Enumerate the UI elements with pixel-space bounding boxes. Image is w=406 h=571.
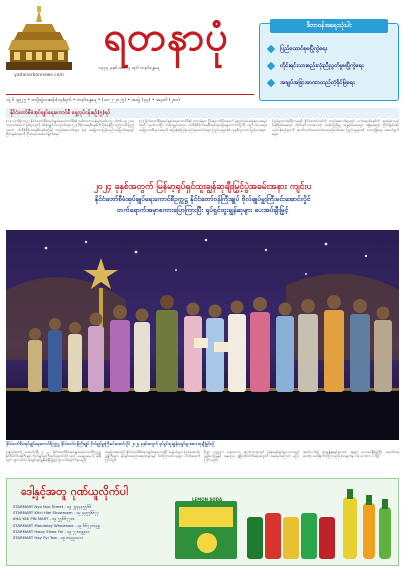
main-headline (6, 180, 399, 226)
headline-subtitle-1: နိုင်ငံတော်စီမံအုပ်ချုပ်ရေးကောင်စီဥက္ကဋ္ဌ နိုင်ငံတော်ဝန်ကြီးချုပ် ဗိုလ်ချုပ်မှူးကြီးမင်းအောင်လှိုင် (94, 195, 311, 203)
national-duties-list (268, 40, 396, 91)
lead-column-1: (၁) လက်ရှိကာလ နိုင်ငံတော်စီမံအုပ်ချုပ်ရေးကောင်စီ၏ အဓိကတာဝန်များဖြစ်သော ကိုဗစ်-၁၉ ကမ္ဘာ့ကပ်ရောဂါ ဖြစ်ပွားမှုကို ထိန်းချုပ်ကာကွယ်ရေး။ (၂) ဒီမိုကရေစီစနစ်ကို စစ်မှန်ပြီး စည်းကမ်းပြည့်ဝသော ပါတီစုံဒီမိုကရေစီစနစ်အဖြစ် တည်ဆောက်ရေး။ (၃) အမျိုးသားပြန်လည်သင့်မြတ်ရေးနှင့် ငြိမ်းချမ်းရေးကို ဦးစားပေးဆောင်ရွက်ရေး။ (6, 119, 134, 137)
national-duties-title: ဒီတာဝန်အရေးသုံးပါး (270, 19, 388, 33)
article-column-1: နေပြည်တော် ဖေဖော်ဝါရီ ၉ — နိုင်ငံတော်စီမံအုပ်ချုပ်ရေးကောင်စီဥက္ကဋ္ဌ နိုင်ငံတော်ဝန်ကြီးချုပ် ဗိုလ်ချုပ်မှူးကြီးမင်းအောင်လှိုင်သည် ယနေ့ညနေ ၆ နာရီတွင် ကျင်းပသော ရုပ်ရှင်ထူးချွန်ဆုချီးမြှင့်ပွဲသို့ တက်ရောက်ခဲ့သည်။ (6, 450, 101, 463)
ad-store-line: STARMART Khin Hlei Showroom - ၀၉ ၄၄၅၅၆၆၇၇ (13, 510, 99, 516)
lead-column-2: (၄) နိုင်ငံတော်စီမံအုပ်ချုပ်ရေးကောင်စီ၏ တာဝန်များ ပြီးမြောက်ပြီးနောက် ဖွဲ့စည်းပုံအခြေခံဥပဒေနှင့်အညီ လွတ်လပ်ပြီး တရားမျှတသော ပါတီစုံဒီမိုကရေစီအထွေထွေရွေးကောက်ပွဲကို ကျင်းပပေးရေး။ အမျိုးသားစီးပွားရေးကို အမြန်ဆုံးပြန်လည်ထူထောင်ရေး။ ပြည်သူများ၏ လူမှုစီးပွားဘဝ မြင့်မားရေး။ (139, 119, 267, 132)
date-strip: သုံ့ ၆ ၃၉၂၅ • တပို့တွဲလဆန်း(၁၃)ရက် • တနင်္ဂနွေနေ့ • (၁၀-၂-၂၀၂၅) • အတွဲ (၃၃) • အမှတ် (၂၈၀) (6, 94, 254, 104)
headline-subtitle-2: တက်ရောက်အမှာစကားပြောကြားပြီး ရုပ်ရှင်ထူးချွန်ဆုများ ပေးအပ်ချီးမြှင့် (116, 206, 289, 214)
article-column-3: ဦးစွာ ဥက္ကဋ္ဌက အမှာစကား ပြောကြားရာတွင် မြန်မာ့ရုပ်ရှင်လောကသည် ယဉ်ကျေးမှုနှင့် အနုပညာ ဖွံ့ဖြိုးတိုးတက်ရေးအတွက် အရေးပါကြောင်း ပြောကြားသည်။ (204, 450, 299, 463)
advertisement[interactable] (6, 478, 399, 566)
ad-store-line: KHA YAE PIN MART - ၀၉ ၅၅၆၆၇၇၈၈ (13, 516, 75, 522)
ad-store-line: STARMART Hway Shwe Yin - ၀၉ ၇၇၈၈၉၉၀၀ (13, 528, 90, 534)
article-column-2: အခမ်းအနားတွင် နိုင်ငံတော်စီမံအုပ်ချုပ်ရေးကောင်စီ အဖွဲ့ဝင်များ၊ ပြည်ထောင်စုဝန်ကြီးများ၊ ရုပ်ရှင်အစည်းအရုံးဝင်များနှင့် ဖိတ်ကြားထားသူများ တက်ရောက်ကြသည်။ (105, 450, 200, 463)
award-ceremony-photo (6, 230, 399, 440)
headline-title[interactable]: ၂၀၂၄ ခုနှစ်အတွက် မြန်မာ့ရုပ်ရှင်ထူးချွန်ဆုချီးမြှင့်ပွဲအခမ်းအနား ကျင်းပ (93, 182, 312, 192)
diamond-bullet-icon (267, 44, 275, 52)
article-column-4: ဆက်လက်၍ ထူးချွန်ဆုရှင်များအား ဆုများ ပေးအပ်ချီးမြှင့်ပြီး အမှတ်တရ ဓာတ်ပုံ အတူရိုက်ကူးကြသည်။ (စာမျက်နှာ ၁၆ ကော်လံ ၁ သို့) (303, 450, 399, 459)
ad-brand-label: LEMON SODA (191, 497, 223, 502)
website-label[interactable]: yadanarbonnews.com (14, 73, 64, 78)
diamond-bullet-icon (267, 78, 275, 86)
masthead (6, 4, 254, 94)
award-ceremony-illustration (6, 230, 399, 440)
list-item: တိုင်းရင်းသားစည်းလုံးညီညွတ်မှုမပြိုကွဲရေး (268, 57, 396, 74)
diamond-bullet-icon (267, 61, 275, 69)
paper-name: ရတနာပုံ (103, 13, 229, 60)
ad-store-list (13, 504, 163, 541)
article-columns (6, 450, 399, 476)
issue-info: ၁၃၃၃ ခုနှစ်၊ လေ၊ ၃ ရက် တနင်္ဂနွေနေ့ (98, 66, 160, 71)
national-duties-box (259, 23, 399, 101)
ad-store-line: STARMART Hay Pyi Taw - ၀၉ ၈၈၉၉၀၀၁၁ (13, 535, 84, 541)
product-cans-illustration (167, 483, 397, 565)
ad-title: ဒေါ့နှင့်အတူ ဂုဏ်ယူလိုက်ပါ (21, 485, 128, 498)
list-item: ပြည်ထောင်စုမပြိုကွဲရေး (268, 40, 396, 57)
ad-store-line: STARMART Mandalay Wholesale - ၀၉ ၆၆၇၇၈၈၉၉ (13, 522, 100, 528)
ad-store-line: STARMART Nyo Nyo Street - ၀၉ ၂၃၃၄၄၅၅၆၆ (13, 504, 92, 509)
lead-heading: နိုင်ငံတော်စီမံအုပ်ချုပ်ရေးကောင်စီ ရှေ့လုပ်ငန်းစဉ်(၅)ရပ် (6, 108, 399, 118)
list-item: အချုပ်အခြာအာဏာတည်တံ့ခိုင်မြဲရေး (268, 74, 396, 91)
photo-caption: နိုင်ငံတော်စီမံအုပ်ချုပ်ရေးကောင်စီဥက္ကဋ္ဌ နိုင်ငံတော်ဝန်ကြီးချုပ် ဗိုလ်ချုပ်မှူးကြီးမင်းအောင်လှိုင် ၂၀၂၄ ခုနှစ်အတွက် ရုပ်ရှင်ထူးချွန်ဆုရှင်များအား ဆုချီးမြှင့်စဉ် (6, 441, 215, 446)
lead-column-3: ပြည်ထောင်စုဒီမိုကရေစီ နိုင်ငံတော်သစ်ကို တည်ဆောက်ရာတွင် ဖက်ဒရယ်စနစ်ကို အခြေခံသည့် စနစ်ဖြစ်စေရေး။ တိုင်းရင်းသားအားလုံး တန်းတူညီမျှ အခွင့်အရေးများ ရရှိစေရေး။ ငြိမ်းချမ်းရေးလုပ်ငန်းစဉ်များကို ဆက်လက်အကောင်အထည်ဖော်ရေး။ ပြည်သူများ၏ ဘဝလုံခြုံရေး ဆောင်ရွက်ရေး။ (272, 119, 399, 137)
lead-columns (6, 119, 399, 173)
